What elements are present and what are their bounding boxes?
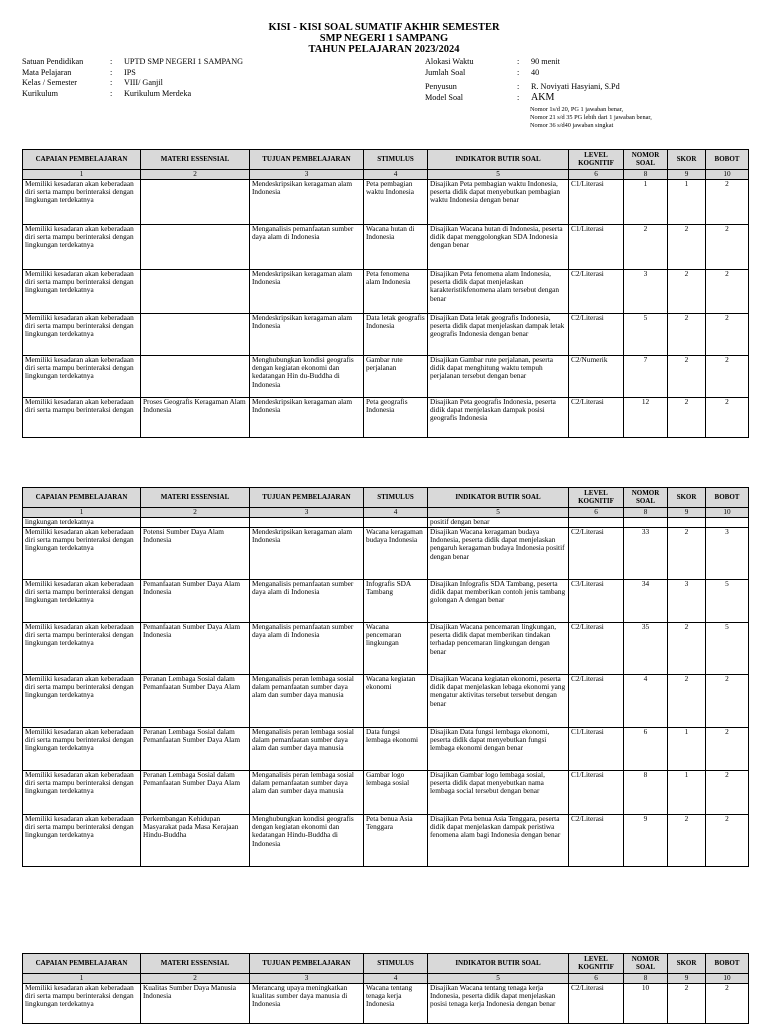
column-number: 9 <box>668 170 706 180</box>
cell-skor: 1 <box>668 771 706 815</box>
cell-materi: Proses Geografis Keragaman Alam Indonesia <box>141 398 250 438</box>
column-header: BOBOT <box>706 954 749 974</box>
column-header: LEVEL KOGNITIF <box>569 954 624 974</box>
cell-skor: 2 <box>668 528 706 580</box>
table-header-row <box>23 954 749 974</box>
cell-tujuan: Menganalisis peran lembaga sosial dalam pemanfaatan sumber daya alam dan sumber daya manusia <box>250 771 364 815</box>
cell-capaian: Memiliki kesadaran akan keberadaan diri serta mampu berinteraksi dengan lingkungan terdekatnya <box>23 270 141 314</box>
column-header: INDIKATOR BUTIR SOAL <box>428 150 569 170</box>
cell-level: C1/Literasi <box>569 728 624 771</box>
cell-nomor: 12 <box>624 398 668 438</box>
column-header: TUJUAN PEMBELAJARAN <box>250 954 364 974</box>
column-number: 9 <box>668 508 706 518</box>
cell-indikator: Disajikan Gambar logo lembaga sosial, peserta didik dapat menyebutkan nama lembaga social tersebut dengan benar <box>428 771 569 815</box>
meta-row <box>425 93 620 104</box>
model-notes <box>530 106 652 130</box>
cell-nomor: 7 <box>624 356 668 398</box>
meta-key: Penyusun <box>425 82 457 91</box>
cell-tujuan: Menganalisis pemanfaatan sumber daya alam di Indonesia <box>250 623 364 675</box>
cell-bobot: 2 <box>706 225 749 270</box>
cell-materi <box>141 270 250 314</box>
table-row <box>23 356 749 398</box>
cell-level: C2/Numerik <box>569 356 624 398</box>
column-header: SKOR <box>668 954 706 974</box>
cell-stimulus: Gambar rute perjalanan <box>364 356 428 398</box>
cell-indikator: Disajikan Infografis SDA Tambang, peserta didik dapat memberikan contoh jenis tambang golongan A dengan benar <box>428 580 569 623</box>
column-header: TUJUAN PEMBELAJARAN <box>250 488 364 508</box>
cell-materi <box>141 518 250 528</box>
cell-stimulus: Wacana hutan di Indonesia <box>364 225 428 270</box>
cell-tujuan: Mendeskripsikan keragaman alam Indonesia <box>250 528 364 580</box>
cell-level: C2/Literasi <box>569 815 624 867</box>
cell-level: C1/Literasi <box>569 771 624 815</box>
column-header: NOMOR SOAL <box>624 488 668 508</box>
column-header: SKOR <box>668 488 706 508</box>
column-header: MATERI ESSENSIAL <box>141 488 250 508</box>
column-number: 2 <box>141 508 250 518</box>
cell-materi: Kualitas Sumber Daya Manusia Indonesia <box>141 984 250 1024</box>
cell-level: C2/Literasi <box>569 984 624 1024</box>
column-header: BOBOT <box>706 150 749 170</box>
kisi-table-2 <box>22 487 749 867</box>
cell-indikator: Disajikan Gambar rute perjalanan, peserta didik dapat menghitung waktu tempuh perjalanan tersebut dengan benar <box>428 356 569 398</box>
cell-materi: Peranan Lembaga Sosial dalam Pemanfaatan Sumber Daya Alam <box>141 728 250 771</box>
cell-bobot: 2 <box>706 356 749 398</box>
meta-key: Kurikulum <box>22 88 58 98</box>
cell-indikator: Disajikan Wacana pencemaran lingkungan, peserta didik dapat memberikan tindakan terhadap pencemaran lingkungan dengan benar <box>428 623 569 675</box>
column-number: 3 <box>250 508 364 518</box>
cell-bobot: 5 <box>706 623 749 675</box>
cell-stimulus: Gambar logo lembaga sosial <box>364 771 428 815</box>
meta-key: Model Soal <box>425 92 463 102</box>
table-row <box>23 728 749 771</box>
cell-capaian: Memiliki kesadaran akan keberadaan diri serta mampu berinteraksi dengan lingkungan terdekatnya <box>23 528 141 580</box>
cell-level <box>569 518 624 528</box>
meta-right <box>425 57 620 103</box>
cell-nomor: 8 <box>624 771 668 815</box>
cell-tujuan: Menghubungkan kondisi geografis dengan kegiatan ekonomi dan kedatangan Hindu-Buddha di Indonesia <box>250 815 364 867</box>
meta-colon: : <box>517 67 520 77</box>
cell-bobot: 2 <box>706 771 749 815</box>
cell-skor: 2 <box>668 270 706 314</box>
cell-stimulus: Peta geografis Indonesia <box>364 398 428 438</box>
cell-stimulus: Wacana kegiatan ekonomi <box>364 675 428 728</box>
table-row <box>23 314 749 356</box>
meta-key: Kelas / Semester <box>22 78 78 87</box>
meta-colon: : <box>517 82 520 91</box>
meta-key: Satuan Pendidikan <box>22 57 84 66</box>
cell-skor: 1 <box>668 180 706 225</box>
cell-nomor: 3 <box>624 270 668 314</box>
cell-bobot: 2 <box>706 984 749 1024</box>
cell-tujuan: Mendeskripsikan keragaman alam Indonesia <box>250 398 364 438</box>
cell-nomor: 2 <box>624 225 668 270</box>
cell-tujuan: Merancang upaya meningkatkan kualitas sumber daya manusia di Indonesia <box>250 984 364 1024</box>
cell-nomor: 9 <box>624 815 668 867</box>
cell-indikator: Disajikan Peta pembagian waktu Indonesia, peserta didik dapat menyebutkan pembagian waktu Indonesia dengan benar <box>428 180 569 225</box>
cell-indikator: Disajikan Data letak geografis Indonesia, peserta didik dapat menjelaskan dampak letak geografis Indonesia dengan benar <box>428 314 569 356</box>
table-row <box>23 815 749 867</box>
column-number: 10 <box>706 508 749 518</box>
cell-materi: Pemanfaatan Sumber Daya Alam Indonesia <box>141 580 250 623</box>
column-header: TUJUAN PEMBELAJARAN <box>250 150 364 170</box>
cell-materi: Perkembangan Kehidupan Masyarakat pada Masa Kerajaan Hindu-Buddha <box>141 815 250 867</box>
cell-capaian: Memiliki kesadaran akan keberadaan diri serta mampu berinteraksi dengan lingkungan terdekatnya <box>23 225 141 270</box>
cell-indikator: Disajikan Wacana hutan di Indonesia, peserta didik dapat menggolongkan SDA Indonesia dengan benar <box>428 225 569 270</box>
column-header: STIMULUS <box>364 954 428 974</box>
cell-stimulus: Data fungsi lembaga ekonomi <box>364 728 428 771</box>
cell-tujuan: Menganalisis pemanfaatan sumber daya alam di Indonesia <box>250 225 364 270</box>
cell-capaian: Memiliki kesadaran akan keberadaan diri serta mampu berinteraksi dengan lingkungan terdekatnya <box>23 623 141 675</box>
cell-level: C2/Literasi <box>569 398 624 438</box>
table-row <box>23 270 749 314</box>
cell-bobot: 2 <box>706 815 749 867</box>
cell-tujuan: Menghubungkan kondisi geografis dengan kegiatan ekonomi dan kedatangan Hin du-Buddha di Indonesia <box>250 356 364 398</box>
cell-stimulus: Infografis SDA Tambang <box>364 580 428 623</box>
meta-colon: : <box>110 78 113 87</box>
cell-stimulus: Wacana keragaman budaya Indonesia <box>364 528 428 580</box>
column-header: STIMULUS <box>364 150 428 170</box>
kisi-table-3 <box>22 953 749 1024</box>
model-note-line: Nomor 36 s/d40 jawaban singkat <box>530 122 614 129</box>
column-header: BOBOT <box>706 488 749 508</box>
cell-capaian: Memiliki kesadaran akan keberadaan diri serta mampu berinteraksi dengan lingkungan terdekatnya <box>23 580 141 623</box>
cell-bobot: 5 <box>706 580 749 623</box>
cell-capaian: Memiliki kesadaran akan keberadaan diri serta mampu berinteraksi dengan lingkungan terdekatnya <box>23 728 141 771</box>
column-header: CAPAIAN PEMBELAJARAN <box>23 488 141 508</box>
cell-indikator: Disajikan Data fungsi lembaga ekonomi, peserta didik dapat menyebutkan fungsi lembaga ekonomi dengan benar <box>428 728 569 771</box>
cell-tujuan <box>250 518 364 528</box>
table-row <box>23 180 749 225</box>
column-number: 1 <box>23 508 141 518</box>
column-number-row <box>23 170 749 180</box>
table-row <box>23 771 749 815</box>
cell-level: C1/Literasi <box>569 180 624 225</box>
cell-capaian: Memiliki kesadaran akan keberadaan diri serta mampu berinteraksi dengan lingkungan terdekatnya <box>23 771 141 815</box>
cell-capaian: Memiliki kesadaran akan keberadaan diri serta mampu berinteraksi dengan <box>23 398 141 438</box>
table-row <box>23 398 749 438</box>
table-row <box>23 225 749 270</box>
meta-value: 90 menit <box>531 57 560 66</box>
cell-capaian: Memiliki kesadaran akan keberadaan diri serta mampu berinteraksi dengan lingkungan terdekatnya <box>23 675 141 728</box>
meta-colon: : <box>517 57 520 66</box>
column-header: NOMOR SOAL <box>624 954 668 974</box>
meta-left <box>22 57 243 99</box>
cell-tujuan: Menganalisis peran lembaga sosial dalam pemanfaatan sumber daya alam dan sumber daya manusia <box>250 675 364 728</box>
cell-bobot: 2 <box>706 180 749 225</box>
cell-skor: 2 <box>668 984 706 1024</box>
meta-colon: : <box>110 57 113 66</box>
cell-stimulus: Wacana tentang tenaga kerja Indonesia <box>364 984 428 1024</box>
column-number: 2 <box>141 974 250 984</box>
cell-stimulus: Peta pembagian waktu Indonesia <box>364 180 428 225</box>
cell-nomor: 34 <box>624 580 668 623</box>
table-row <box>23 984 749 1024</box>
cell-indikator: Disajikan Wacana kegiatan ekonomi, peserta didik dapat menjelaskan lebaga ekonomi yang mengatur aktivitas tersebut tersebut dengan benar <box>428 675 569 728</box>
column-number-row <box>23 508 749 518</box>
meta-row <box>22 68 243 79</box>
column-number: 3 <box>250 974 364 984</box>
cell-bobot: 2 <box>706 675 749 728</box>
model-note-line: Nomor 21 s/d 35 PG lebih dari 1 jawaban benar, <box>530 114 652 121</box>
column-number: 6 <box>569 974 624 984</box>
cell-bobot: 2 <box>706 270 749 314</box>
cell-level: C2/Literasi <box>569 528 624 580</box>
column-header: MATERI ESSENSIAL <box>141 954 250 974</box>
meta-row <box>425 68 620 79</box>
cell-indikator: Disajikan Peta fenomena alam Indonesia, peserta didik dapat menjelaskan karakteristikfenomena alam tersebut dengan benar <box>428 270 569 314</box>
cell-capaian: lingkungan terdekatnya <box>23 518 141 528</box>
cell-nomor: 35 <box>624 623 668 675</box>
meta-value: UPTD SMP NEGERI 1 SAMPANG <box>124 57 244 66</box>
meta-row <box>22 89 243 100</box>
cell-bobot: 2 <box>706 728 749 771</box>
model-note-line: Nomor 1s/d 20, PG 1 jawaban benar, <box>530 106 624 113</box>
column-number: 6 <box>569 170 624 180</box>
column-header: INDIKATOR BUTIR SOAL <box>428 954 569 974</box>
table-row <box>23 518 749 528</box>
cell-materi <box>141 314 250 356</box>
column-header: SKOR <box>668 150 706 170</box>
cell-level: C2/Literasi <box>569 675 624 728</box>
cell-skor: 2 <box>668 815 706 867</box>
table-row <box>23 580 749 623</box>
cell-stimulus: Wacana pencemaran lingkungan <box>364 623 428 675</box>
column-header: INDIKATOR BUTIR SOAL <box>428 488 569 508</box>
cell-skor: 3 <box>668 580 706 623</box>
meta-row <box>425 57 620 68</box>
column-header: CAPAIAN PEMBELAJARAN <box>23 150 141 170</box>
meta-colon: : <box>517 92 520 102</box>
cell-capaian: Memiliki kesadaran akan keberadaan diri serta mampu berinteraksi dengan lingkungan terdekatnya <box>23 180 141 225</box>
column-number: 4 <box>364 170 428 180</box>
cell-materi <box>141 180 250 225</box>
column-number: 5 <box>428 974 569 984</box>
cell-tujuan: Menganalisis pemanfaatan sumber daya alam di Indonesia <box>250 580 364 623</box>
meta-colon: : <box>110 67 113 77</box>
cell-nomor: 33 <box>624 528 668 580</box>
cell-skor: 2 <box>668 398 706 438</box>
column-number: 1 <box>23 974 141 984</box>
table-header-row <box>23 150 749 170</box>
meta-value: 40 <box>531 67 540 77</box>
cell-bobot: 2 <box>706 398 749 438</box>
cell-materi: Pemanfaatan Sumber Daya Alam Indonesia <box>141 623 250 675</box>
title-line-3: TAHUN PELAJARAN 2023/2024 <box>308 44 460 55</box>
cell-capaian: Memiliki kesadaran akan keberadaan diri serta mampu berinteraksi dengan lingkungan terdekatnya <box>23 356 141 398</box>
cell-materi: Potensi Sumber Daya Alam Indonesia <box>141 528 250 580</box>
cell-level: C2/Literasi <box>569 314 624 356</box>
cell-materi <box>141 356 250 398</box>
column-number: 4 <box>364 508 428 518</box>
cell-skor: 1 <box>668 728 706 771</box>
column-number: 10 <box>706 974 749 984</box>
meta-row <box>22 57 243 68</box>
cell-stimulus: Peta fenomena alam Indonesia <box>364 270 428 314</box>
cell-nomor <box>624 518 668 528</box>
cell-tujuan: Mendeskripsikan keragaman alam Indonesia <box>250 314 364 356</box>
cell-materi: Peranan Lembaga Sosial dalam Pemanfaatan Sumber Daya Alam <box>141 675 250 728</box>
column-number: 3 <box>250 170 364 180</box>
column-number: 8 <box>624 508 668 518</box>
title-line-1: KISI - KISI SOAL SUMATIF AKHIR SEMESTER <box>268 22 500 33</box>
column-number: 2 <box>141 170 250 180</box>
kisi-table-1 <box>22 149 749 438</box>
cell-capaian: Memiliki kesadaran akan keberadaan diri serta mampu berinteraksi dengan lingkungan terdekatnya <box>23 314 141 356</box>
cell-nomor: 6 <box>624 728 668 771</box>
cell-materi <box>141 225 250 270</box>
column-header: LEVEL KOGNITIF <box>569 488 624 508</box>
meta-value: Kurikulum Merdeka <box>124 88 192 98</box>
column-number: 10 <box>706 170 749 180</box>
cell-indikator: Disajikan Peta geografis Indonesia, peserta didik dapat menjelaskan dampak posisi geografis Indonesia <box>428 398 569 438</box>
cell-level: C2/Literasi <box>569 623 624 675</box>
cell-indikator: Disajikan Wacana tentang tenaga kerja Indonesia, peserta didik dapat menjelaskan posisi tenaga kerja Indonesia dengan benar <box>428 984 569 1024</box>
cell-skor: 2 <box>668 225 706 270</box>
cell-bobot: 2 <box>706 314 749 356</box>
meta-key: Mata Pelajaran <box>22 67 72 77</box>
cell-skor: 2 <box>668 356 706 398</box>
table-row <box>23 623 749 675</box>
cell-skor: 2 <box>668 623 706 675</box>
column-header: STIMULUS <box>364 488 428 508</box>
column-number-row <box>23 974 749 984</box>
cell-indikator: positif dengan benar <box>428 518 569 528</box>
cell-nomor: 10 <box>624 984 668 1024</box>
column-number: 4 <box>364 974 428 984</box>
cell-skor: 2 <box>668 675 706 728</box>
cell-indikator: Disajikan Wacana keragaman budaya Indonesia, peserta didik dapat menjelaskan pengaruh keragaman budaya Indonesia positif dengan benar <box>428 528 569 580</box>
column-header: LEVEL KOGNITIF <box>569 150 624 170</box>
meta-key: Alokasi Waktu <box>425 57 474 66</box>
column-number: 6 <box>569 508 624 518</box>
title-line-2: SMP NEGERI 1 SAMPANG <box>319 33 449 44</box>
meta-row <box>425 82 620 93</box>
meta-value: AKM <box>531 91 555 103</box>
table-row <box>23 675 749 728</box>
column-number: 5 <box>428 170 569 180</box>
document-title <box>0 22 768 55</box>
cell-tujuan: Mendeskripsikan keragaman alam Indonesia <box>250 270 364 314</box>
column-number: 5 <box>428 508 569 518</box>
cell-tujuan: Menganalisis peran lembaga sosial dalam pemanfaatan sumber daya alam dan sumber daya manusia <box>250 728 364 771</box>
cell-skor <box>668 518 706 528</box>
table-row <box>23 528 749 580</box>
column-number: 8 <box>624 170 668 180</box>
cell-level: C1/Literasi <box>569 225 624 270</box>
cell-capaian: Memiliki kesadaran akan keberadaan diri serta mampu berinteraksi dengan lingkungan terdekatnya <box>23 984 141 1024</box>
cell-stimulus: Data letak geografis Indonesia <box>364 314 428 356</box>
cell-materi: Peranan Lembaga Sosial dalam Pemanfaatan Sumber Daya Alam <box>141 771 250 815</box>
cell-nomor: 4 <box>624 675 668 728</box>
meta-value: IPS <box>124 67 136 77</box>
column-header: CAPAIAN PEMBELAJARAN <box>23 954 141 974</box>
meta-key: Jumlah Soal <box>425 67 466 77</box>
table-header-row <box>23 488 749 508</box>
cell-capaian: Memiliki kesadaran akan keberadaan diri serta mampu berinteraksi dengan lingkungan terdekatnya <box>23 815 141 867</box>
column-number: 9 <box>668 974 706 984</box>
meta-colon: : <box>110 88 113 98</box>
column-number: 1 <box>23 170 141 180</box>
column-header: NOMOR SOAL <box>624 150 668 170</box>
cell-nomor: 5 <box>624 314 668 356</box>
meta-value: R. Noviyati Hasyiani, S.Pd <box>531 82 620 91</box>
cell-nomor: 1 <box>624 180 668 225</box>
cell-level: C2/Literasi <box>569 270 624 314</box>
cell-level: C3/Literasi <box>569 580 624 623</box>
column-header: MATERI ESSENSIAL <box>141 150 250 170</box>
cell-bobot <box>706 518 749 528</box>
cell-stimulus: Peta benua Asia Tenggara <box>364 815 428 867</box>
meta-value: VIII/ Ganjil <box>124 78 163 87</box>
cell-bobot: 3 <box>706 528 749 580</box>
column-number: 8 <box>624 974 668 984</box>
meta-row <box>22 78 243 89</box>
cell-indikator: Disajikan Peta benua Asia Tenggara, peserta didik dapat menjelaskan dampak peristiwa fenomena alam bagi Indonesia dengan benar <box>428 815 569 867</box>
cell-tujuan: Mendeskripsikan keragaman alam Indonesia <box>250 180 364 225</box>
cell-skor: 2 <box>668 314 706 356</box>
cell-stimulus <box>364 518 428 528</box>
